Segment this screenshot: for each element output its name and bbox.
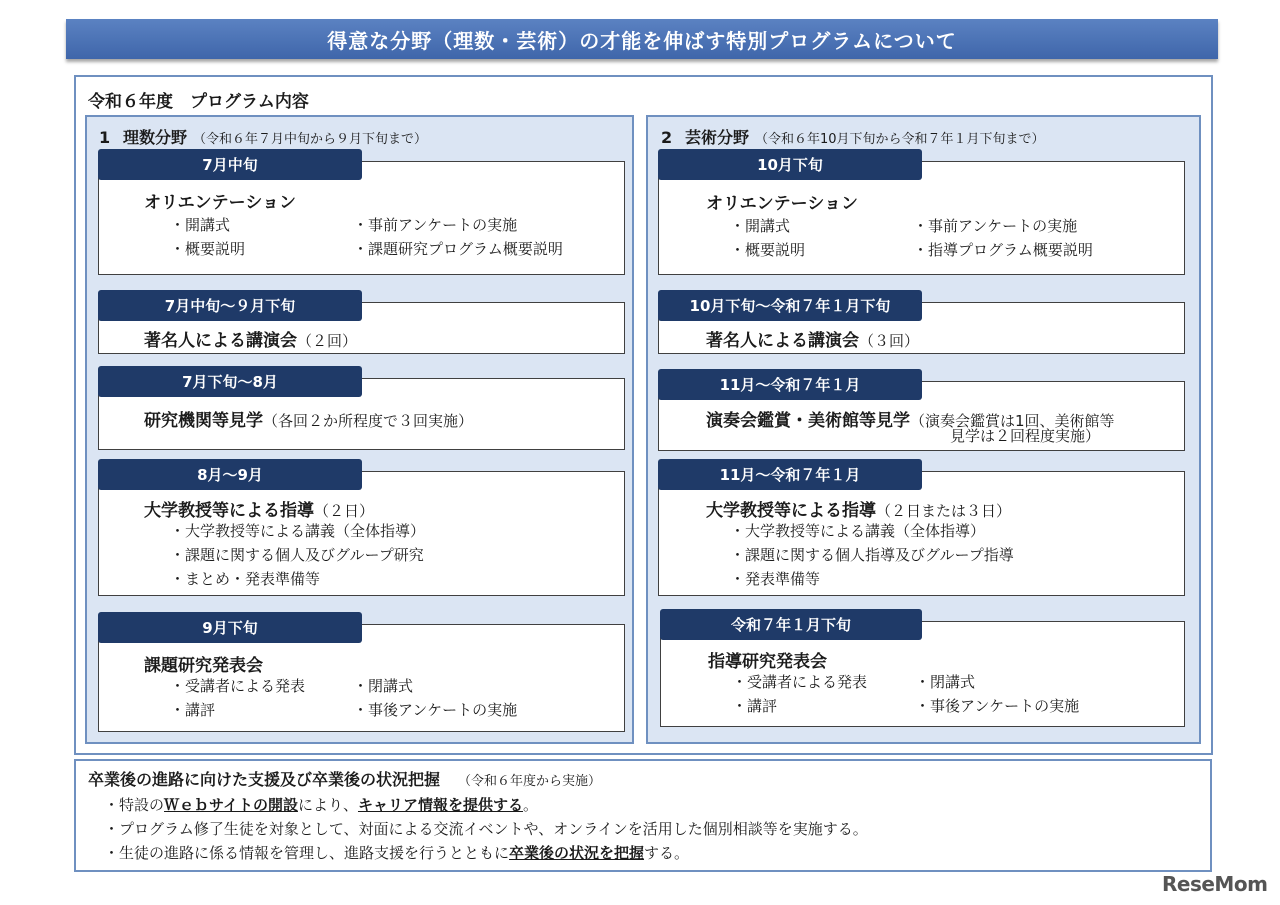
list-item: ・開講式 [730, 217, 791, 235]
list-item: ・講評 [732, 697, 778, 715]
arts-guidance-tag: 11月～令和７年１月 [658, 459, 922, 490]
resemom-logo: ReseMom [1162, 872, 1268, 896]
science-visit-tag: 7月下旬～8月 [98, 366, 362, 397]
list-item: ・事前アンケートの実施 [353, 216, 518, 234]
list-item: ・大学教授等による講義（全体指導） [170, 522, 426, 540]
arts-visit-note-cont: 見学は２回程度実施） [950, 427, 1101, 445]
list-item: ・まとめ・発表準備等 [170, 570, 321, 588]
list-item: ・課題研究プログラム概要説明 [353, 240, 563, 258]
list-item: ・受講者による発表 [170, 677, 306, 695]
arts-guidance-title: 大学教授等による指導（２日または３日） [706, 501, 1012, 521]
arts-orientation-tag: 10月下旬 [658, 149, 922, 180]
arts-lecture-title: 著名人による講演会（３回） [706, 331, 920, 351]
list-item: ・概要説明 [730, 241, 806, 259]
list-item: ・講評 [170, 701, 216, 719]
science-orientation-title: オリエンテーション [144, 193, 296, 213]
list-item: ・開講式 [170, 216, 231, 234]
science-presentation-title: 課題研究発表会 [144, 656, 263, 676]
science-guidance-title: 大学教授等による指導（２日） [144, 501, 375, 521]
arts-presentation-title: 指導研究発表会 [708, 652, 827, 672]
list-item: ・受講者による発表 [732, 673, 868, 691]
support-line-3: ・生徒の進路に係る情報を管理し、進路支援を行うとともに卒業後の状況を把握する。 [104, 844, 690, 862]
science-visit-title: 研究機関等見学（各回２か所程度で３回実施） [144, 411, 474, 431]
science-heading: 1 理数分野 （令和６年７月中旬から９月下旬まで） [99, 128, 428, 147]
science-lecture-tag: 7月中旬～９月下旬 [98, 290, 362, 321]
list-item: ・閉講式 [915, 673, 976, 691]
list-item: ・課題に関する個人及びグループ研究 [170, 546, 424, 564]
list-item: ・閉講式 [353, 677, 414, 695]
arts-visit-tag: 11月～令和７年１月 [658, 369, 922, 400]
arts-lecture-tag: 10月下旬～令和７年１月下旬 [658, 290, 922, 321]
arts-heading: 2 芸術分野 （令和６年10月下旬から令和７年１月下旬まで） [661, 128, 1045, 147]
list-item: ・事前アンケートの実施 [913, 217, 1078, 235]
support-line-1: ・特設のＷｅｂサイトの開設により、キャリア情報を提供する。 [104, 796, 539, 814]
list-item: ・課題に関する個人指導及びグループ指導 [730, 546, 1014, 564]
list-item: ・発表準備等 [730, 570, 821, 588]
support-line-2: ・プログラム修了生徒を対象として、対面による交流イベントや、オンラインを活用した個別相談等を実施する。 [104, 820, 868, 838]
year-title: 令和６年度 プログラム内容 [88, 92, 309, 112]
banner-title: 得意な分野（理数・芸術）の才能を伸ばす特別プログラムについて [327, 28, 957, 53]
list-item: ・概要説明 [170, 240, 246, 258]
list-item: ・大学教授等による講義（全体指導） [730, 522, 986, 540]
support-title: 卒業後の進路に向けた支援及び卒業後の状況把握 （令和６年度から実施） [88, 770, 602, 789]
science-guidance-tag: 8月～9月 [98, 459, 362, 490]
science-orientation-tag: 7月中旬 [98, 149, 362, 180]
arts-presentation-tag: 令和７年１月下旬 [660, 609, 922, 640]
list-item: ・指導プログラム概要説明 [913, 241, 1093, 259]
list-item: ・事後アンケートの実施 [353, 701, 518, 719]
science-presentation-tag: 9月下旬 [98, 612, 362, 643]
science-lecture-title: 著名人による講演会（２回） [144, 331, 358, 351]
arts-orientation-title: オリエンテーション [706, 194, 858, 214]
arts-visit-title: 演奏会鑑賞・美術館等見学（演奏会鑑賞は1回、美術館等 [706, 411, 1115, 431]
list-item: ・事後アンケートの実施 [915, 697, 1080, 715]
page-banner [66, 19, 1218, 59]
